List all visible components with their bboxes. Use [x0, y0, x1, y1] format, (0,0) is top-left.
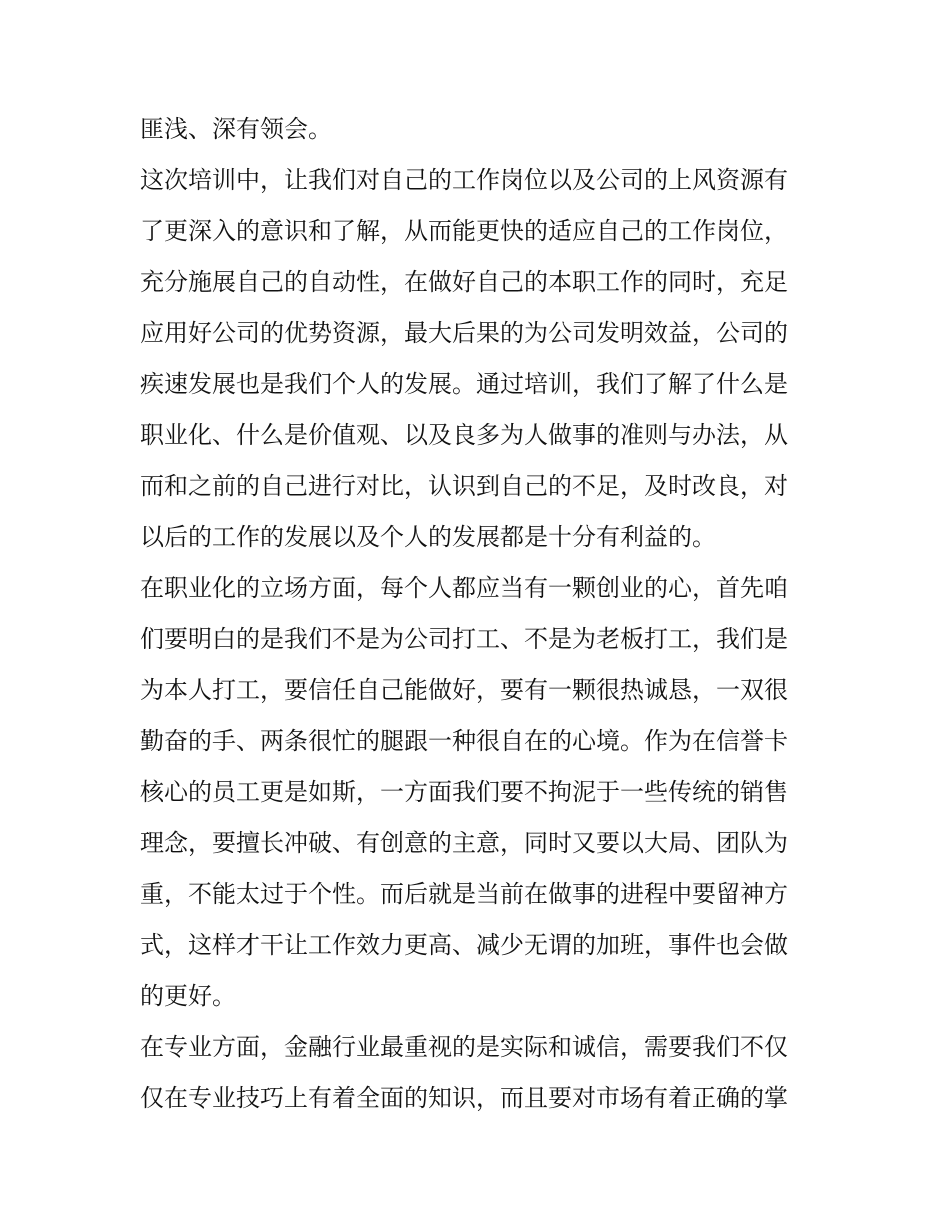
text-line: 的更好。 — [140, 982, 236, 1010]
text-line: 为本人打工，要信任自己能做好，要有一颗很热诚恳，一双很 — [140, 676, 788, 704]
text-line: 职业化、什么是价值观、以及良多为人做事的准则与办法，从 — [140, 421, 788, 449]
text-line: 勤奋的手、两条很忙的腿跟一种很自在的心境。作为在信誉卡 — [140, 727, 788, 755]
body-text — [140, 104, 820, 1124]
text-line: 理念，要擅长冲破、有创意的主意，同时又要以大局、团队为 — [140, 829, 788, 857]
text-line: 这次培训中，让我们对自己的工作岗位以及公司的上风资源有 — [140, 166, 788, 194]
text-line: 重，不能太过于个性。而后就是当前在做事的进程中要留神方 — [140, 880, 788, 908]
text-line: 式，这样才干让工作效力更高、减少无谓的加班，事件也会做 — [140, 931, 788, 959]
text-line: 们要明白的是我们不是为公司打工、不是为老板打工，我们是 — [140, 625, 788, 653]
text-line: 而和之前的自己进行对比，认识到自己的不足，及时改良，对 — [140, 472, 788, 500]
text-line: 在专业方面，金融行业最重视的是实际和诚信，需要我们不仅 — [140, 1033, 788, 1061]
text-line: 匪浅、深有领会。 — [140, 115, 332, 143]
text-line: 核心的员工更是如斯，一方面我们要不拘泥于一些传统的销售 — [140, 778, 788, 806]
text-line: 以后的工作的发展以及个人的发展都是十分有利益的。 — [140, 523, 716, 551]
text-line: 充分施展自己的自动性，在做好自己的本职工作的同时，充足 — [140, 268, 788, 296]
text-line: 了更深入的意识和了解，从而能更快的适应自己的工作岗位， — [140, 217, 788, 245]
text-line: 仅在专业技巧上有着全面的知识，而且要对市场有着正确的掌 — [140, 1084, 788, 1112]
text-line: 在职业化的立场方面，每个人都应当有一颗创业的心，首先咱 — [140, 574, 788, 602]
text-line: 应用好公司的优势资源，最大后果的为公司发明效益，公司的 — [140, 319, 788, 347]
text-line: 疾速发展也是我们个人的发展。通过培训，我们了解了什么是 — [140, 370, 788, 398]
